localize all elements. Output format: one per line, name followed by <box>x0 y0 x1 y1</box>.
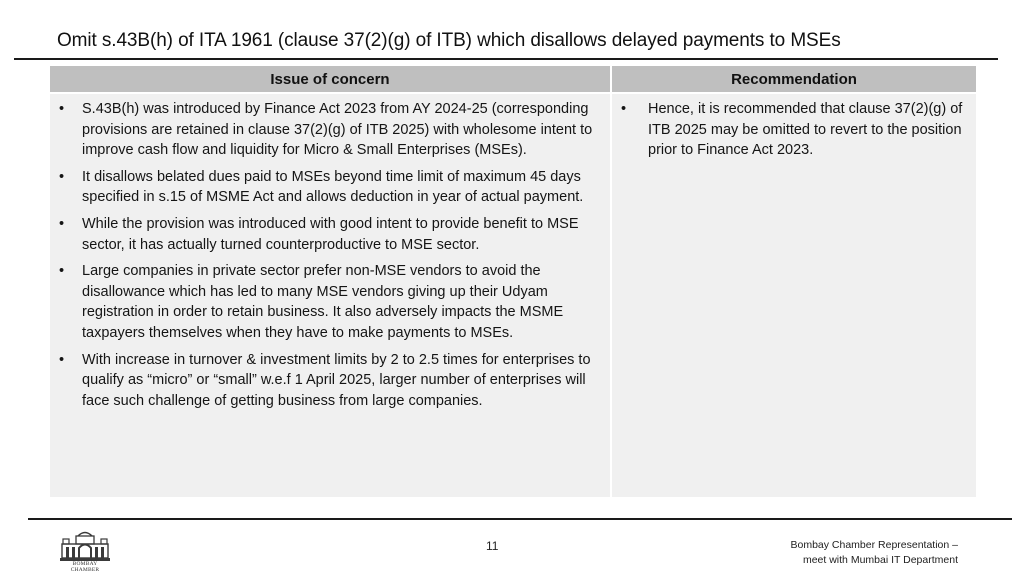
header-recommendation: Recommendation <box>612 66 976 92</box>
footer-line-1: Bombay Chamber Representation – <box>790 539 958 551</box>
footer-line-2: meet with Mumbai IT Department <box>802 554 958 566</box>
footer-caption <box>790 538 958 568</box>
building-logo-icon <box>58 530 112 562</box>
footer-divider <box>28 518 1012 520</box>
recommendation-item <box>618 99 970 161</box>
recommendation-list <box>618 99 970 161</box>
issue-item <box>56 99 604 161</box>
slide-title: Omit s.43B(h) of ITA 1961 (clause 37(2)(g) of ITB) which disallows delayed payments to MSEs <box>57 30 841 51</box>
bullet-icon: • <box>621 101 627 117</box>
issues-list <box>56 99 604 411</box>
bullet-icon: • <box>59 168 65 185</box>
page-number: 11 <box>486 539 499 553</box>
recommendation-cell <box>612 94 976 497</box>
issue-recommendation-table <box>50 66 974 495</box>
issue-item <box>56 350 604 412</box>
issue-text: Large companies in private sector prefer non-MSE vendors to avoid the disallowance which has led to many MSE vendors giving up their Udyam registration in order to retain business. It also adversely impacts the MSME taxpayers themselves when they have to make payments to MSEs. <box>82 263 564 341</box>
bullet-icon: • <box>59 263 65 280</box>
issue-item <box>56 167 604 208</box>
recommendation-text: Hence, it is recommended that clause 37(2)(g) of ITB 2025 may be omitted to revert to the position prior to Finance Act 2023. <box>648 101 963 159</box>
issue-item <box>56 261 604 343</box>
bullet-icon: • <box>59 351 65 368</box>
title-divider <box>14 58 998 60</box>
issue-text: With increase in turnover & investment limits by 2 to 2.5 times for enterprises to qualify as “micro” or “small” w.e.f 1 April 2025, larger number of enterprises will face such challenge of getting business from large companies. <box>82 351 591 409</box>
logo-wordmark: BOMBAY CHAMBER <box>70 561 100 573</box>
bullet-icon: • <box>59 101 65 117</box>
header-issue-of-concern: Issue of concern <box>50 66 610 92</box>
issues-cell <box>50 94 610 497</box>
issue-text: S.43B(h) was introduced by Finance Act 2023 from AY 2024-25 (corresponding provisions are retained in clause 37(2)(g) of ITB 2025) with wholesome intent to improve cash flow and liquidity for Micro & Small Enterprises (MSEs). <box>82 101 593 159</box>
bombay-chamber-logo <box>58 530 112 573</box>
issue-item <box>56 214 604 255</box>
issue-text: While the provision was introduced with good intent to provide benefit to MSE sector, it has actually turned counterproductive to MSE sector. <box>82 215 579 253</box>
issue-text: It disallows belated dues paid to MSEs beyond time limit of maximum 45 days specified in s.15 of MSME Act and allows deduction in year of actual payment. <box>82 168 584 206</box>
bullet-icon: • <box>59 215 65 232</box>
